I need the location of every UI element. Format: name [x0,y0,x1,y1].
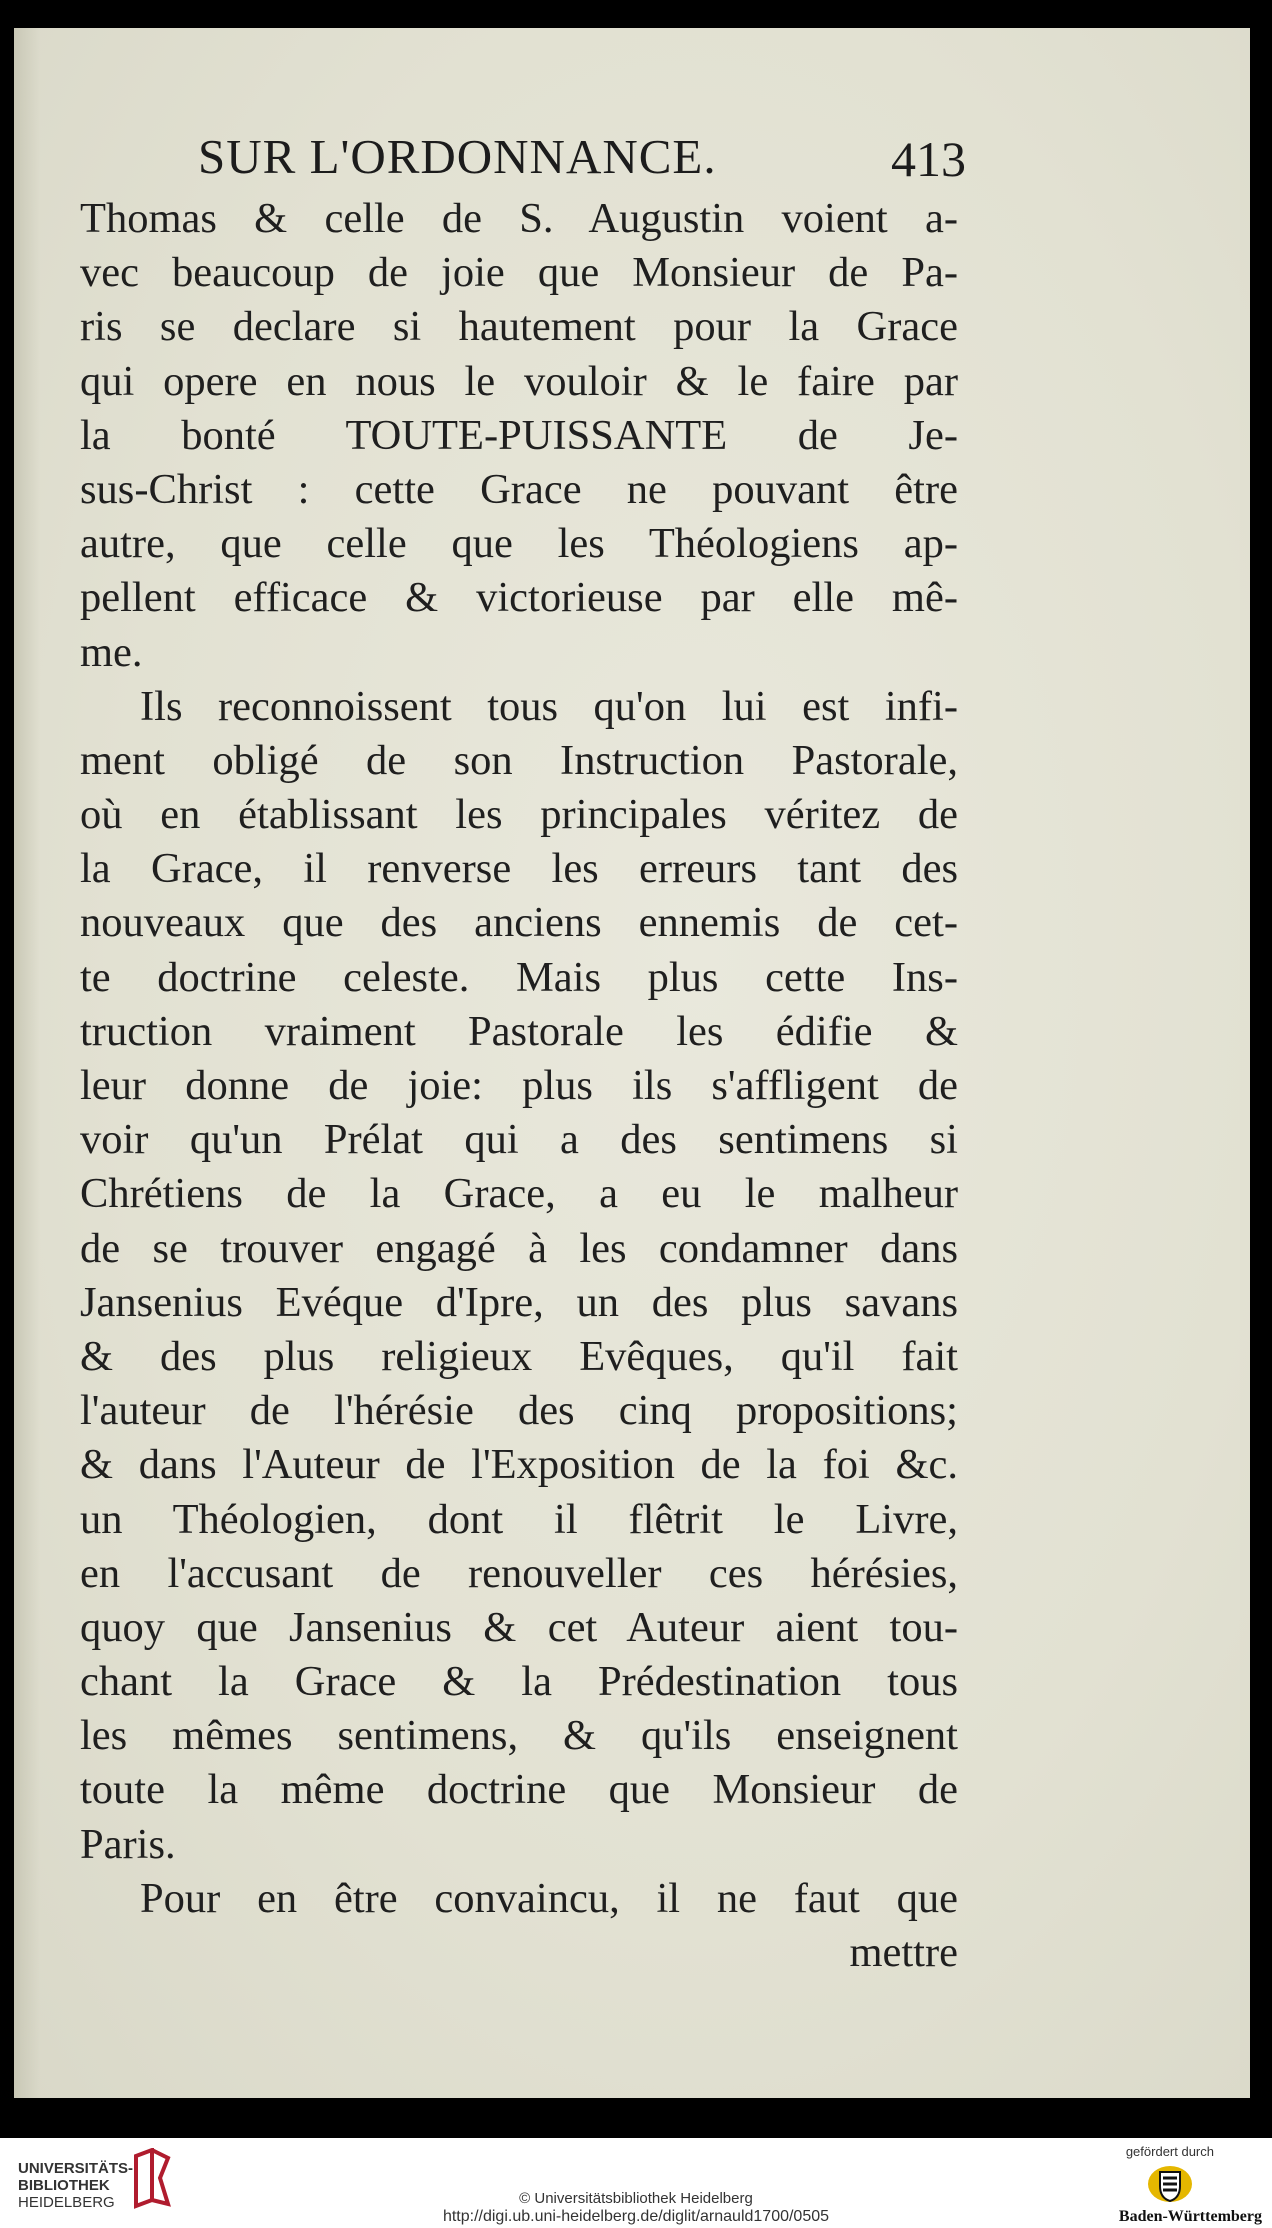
text-line: la Grace, il renverse les erreurs tant des [80,845,958,893]
copyright-notice: © Universitätsbibliothek Heidelberg [519,2190,753,2207]
text-line: & dans l'Auteur de l'Exposition de la foi &c. [80,1441,958,1489]
funded-by-label: gefördert durch [1125,2144,1214,2159]
text-line: de se trouver engagé à les condamner dans [80,1224,958,1272]
text-line: toute la même doctrine que Monsieur de [80,1766,958,1814]
text-line: leur donne de joie: plus ils s'affligent de [80,1062,958,1109]
text-line: autre, que celle que les Théologiens ap- [80,520,958,568]
text-line: chant la Grace & la Prédestination tous [80,1658,958,1706]
library-name-line: BIBLIOTHEK [18,2177,110,2194]
text-line: quoy que Jansenius & cet Auteur aient tou- [80,1603,958,1651]
coat-of-arms-icon [1146,2164,1194,2204]
page-header [182,128,966,190]
text-line: sus-Christ : cette Grace ne pouvant être [80,465,958,513]
text-line: te doctrine celeste. Mais plus cette Ins- [80,953,958,1001]
text-line: qui opere en nous le vouloir & le faire par [80,357,958,405]
catchword: mettre [849,1929,958,1976]
text-line: en l'accusant de renouveller ces hérésies, [80,1549,958,1597]
text-line: un Théologien, dont il flêtrit le Livre, [80,1495,958,1543]
text-line: Chrétiens de la Grace, a eu le malheur [80,1170,958,1218]
text-line: voir qu'un Prélat qui a des sentimens si [80,1116,958,1164]
text-line: truction vraiment Pastorale les édifie & [80,1007,958,1055]
text-line: l'auteur de l'hérésie des cinq propositions; [80,1387,958,1435]
text-line: Thomas & celle de S. Augustin voient a- [80,195,958,242]
text-line: ris se declare si hautement pour la Grace [80,303,958,351]
text-line: Pour en être convaincu, il ne faut que [140,1874,958,1922]
text-line: pellent efficace & victorieuse par elle mê- [80,574,958,622]
text-line: ment obligé de son Instruction Pastorale, [80,736,958,784]
text-line: les mêmes sentimens, & qu'ils enseignent [80,1712,958,1760]
body-text [80,192,958,1980]
text-line: Jansenius Evéque d'Ipre, un des plus savans [80,1278,958,1326]
page-gutter-shadow [14,28,40,2098]
text-line: vec beaucoup de joie que Monsieur de Pa- [80,249,958,297]
running-head: SUR L'ORDONNANCE. [198,129,717,184]
viewer-footer [0,2138,1272,2228]
text-line: me. [80,628,143,676]
text-line: Paris. [80,1820,176,1868]
text-line: Ils reconnoissent tous qu'on lui est infi- [140,682,958,730]
text-line: nouveaux que des anciens ennemis de cet- [80,899,958,947]
library-name-line: UNIVERSITÄTS- [18,2160,134,2177]
page-number: 413 [891,131,966,187]
scanned-page [14,28,1250,2098]
text-line: & des plus religieux Evêques, qu'il fait [80,1332,958,1380]
text-line: où en établissant les principales véritez de [80,791,958,839]
permalink-url[interactable]: http://digi.ub.uni-heidelberg.de/diglit/arnauld1700/0505 [442,2208,830,2225]
text-line: la bonté TOUTE-PUISSANTE de Je- [80,411,958,459]
library-name-line: HEIDELBERG [18,2194,115,2211]
funder-name: Baden-Württemberg [1118,2208,1262,2225]
